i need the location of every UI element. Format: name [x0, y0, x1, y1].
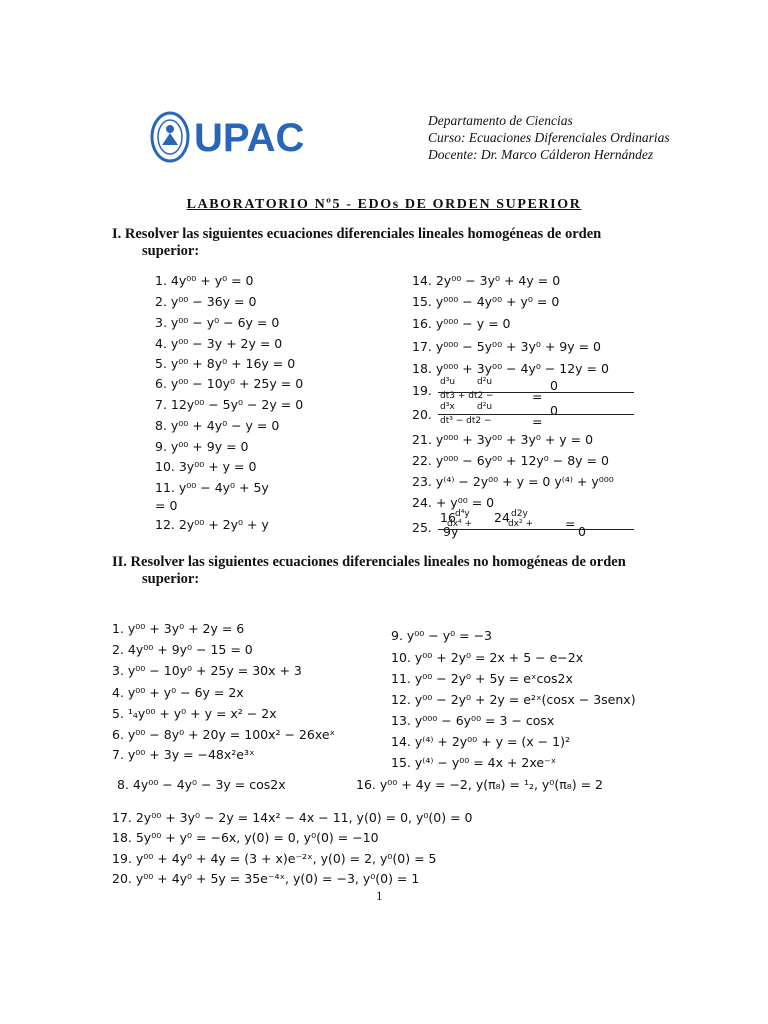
equation-25-number: 25.	[412, 520, 432, 535]
equation-20-num-a: d³x	[440, 402, 455, 412]
equation-item: 9. y⁰⁰ − y⁰ = −3	[391, 628, 492, 643]
equation-item: 3. y⁰⁰ − y⁰ − 6y = 0	[155, 315, 280, 330]
equation-item: 17. 2y⁰⁰ + 3y⁰ − 2y = 14x² − 4x − 11, y(0) = 0, y⁰(0) = 0	[112, 810, 473, 825]
equation-item: 22. y⁰⁰⁰ − 6y⁰⁰ + 12y⁰ − 8y = 0	[412, 453, 609, 468]
equation-item: 1. y⁰⁰ + 3y⁰ + 2y = 6	[112, 621, 245, 636]
equation-item: 23. y⁽⁴⁾ − 2y⁰⁰ + y = 0 y⁽⁴⁾ + y⁰⁰⁰	[412, 474, 614, 489]
equation-20-num-b: d²u	[477, 402, 493, 412]
equation-item: 5. y⁰⁰ + 8y⁰ + 16y = 0	[155, 356, 296, 371]
university-seal-icon	[150, 111, 190, 163]
equation-25-den-a: dx⁴ +	[447, 519, 473, 529]
department-line: Departamento de Ciencias	[428, 113, 573, 128]
fraction-rule	[438, 392, 634, 393]
equation-item: 6. y⁰⁰ − 8y⁰ + 20y = 100x² − 26xeˣ	[112, 727, 336, 742]
course-line: Curso: Ecuaciones Diferenciales Ordinarias	[428, 130, 670, 145]
fraction-rule	[438, 529, 634, 530]
equation-item: 4. y⁰⁰ + y⁰ − 6y = 2x	[112, 685, 244, 700]
equation-item: 3. y⁰⁰ − 10y⁰ + 25y = 30x + 3	[112, 663, 302, 678]
logo-text: UPAC	[194, 116, 305, 160]
equation-item: 11. y⁰⁰ − 4y⁰ + 5y	[155, 480, 269, 495]
equation-item: 19. y⁰⁰ + 4y⁰ + 4y = (3 + x)e⁻²ˣ, y(0) = 2, y⁰(0) = 5	[112, 851, 437, 866]
equation-item: 5. ¹₄y⁰⁰ + y⁰ + y = x² − 2x	[112, 706, 277, 721]
equation-item: 2. y⁰⁰ − 36y = 0	[155, 294, 257, 309]
equation-item: 15. y⁽⁴⁾ − y⁰⁰ = 4x + 2xe⁻ˣ	[391, 755, 557, 770]
equation-19-zero: 0	[550, 378, 558, 393]
equation-item: 10. 3y⁰⁰ + y = 0	[155, 459, 257, 474]
equation-item: 2. 4y⁰⁰ + 9y⁰ − 15 = 0	[112, 642, 253, 657]
equation-item: 8. y⁰⁰ + 4y⁰ − y = 0	[155, 418, 280, 433]
equation-item: 18. y⁰⁰⁰ + 3y⁰⁰ − 4y⁰ − 12y = 0	[412, 361, 609, 376]
equation-item: 21. y⁰⁰⁰ + 3y⁰⁰ + 3y⁰ + y = 0	[412, 432, 594, 447]
equation-20-den: dt³ − dt2 −	[440, 416, 492, 426]
equation-item: 11. y⁰⁰ − 2y⁰ + 5y = eˣcos2x	[391, 671, 573, 686]
section-1-heading: I. Resolver las siguientes ecuaciones diferenciales lineales homogéneas de orden	[112, 226, 602, 242]
equation-25-equals: =	[565, 516, 576, 531]
equation-item: 8. 4y⁰⁰ − 4y⁰ − 3y = cos2x	[117, 777, 286, 792]
section-1-heading-cont: superior:	[142, 243, 200, 259]
equation-item: 17. y⁰⁰⁰ − 5y⁰⁰ + 3y⁰ + 9y = 0	[412, 339, 602, 354]
equation-19-number: 19.	[412, 383, 432, 398]
equation-item: 14. y⁽⁴⁾ + 2y⁰⁰ + y = (x − 1)²	[391, 734, 570, 749]
equation-item: 4. y⁰⁰ − 3y + 2y = 0	[155, 336, 283, 351]
equation-item: 10. y⁰⁰ + 2y⁰ = 2x + 5 − e−2x	[391, 650, 584, 665]
equation-19-num-a: d³u	[440, 377, 456, 387]
equation-20-zero: 0	[550, 403, 558, 418]
equation-25-coef-b: 24	[494, 510, 510, 525]
equation-item: 16. y⁰⁰ + 4y = −2, y(π₈) = ¹₂, y⁰(π₈) = 2	[356, 777, 603, 792]
equation-item: 1. 4y⁰⁰ + y⁰ = 0	[155, 273, 254, 288]
equation-item: 12. 2y⁰⁰ + 2y⁰ + y	[155, 517, 269, 532]
equation-item: 16. y⁰⁰⁰ − y = 0	[412, 316, 511, 331]
page-number: 1	[376, 888, 383, 903]
equation-25-coef-a: 16	[440, 510, 456, 525]
equation-item: 6. y⁰⁰ − 10y⁰ + 25y = 0	[155, 376, 304, 391]
equation-item: 20. y⁰⁰ + 4y⁰ + 5y = 35e⁻⁴ˣ, y(0) = −3, y⁰(0) = 1	[112, 871, 420, 886]
equation-item: 13. y⁰⁰⁰ − 6y⁰⁰ = 3 − cosx	[391, 713, 555, 728]
teacher-line: Docente: Dr. Marco Cálderon Hernández	[428, 147, 654, 162]
equation-item: 15. y⁰⁰⁰ − 4y⁰⁰ + y⁰ = 0	[412, 294, 560, 309]
document-title: LABORATORIO Nº5 - EDOs DE ORDEN SUPERIOR	[186, 197, 582, 212]
section-2-heading-cont: superior:	[142, 571, 200, 587]
equation-item: 24. + y⁰⁰ = 0	[412, 495, 495, 510]
equation-item: 9. y⁰⁰ + 9y = 0	[155, 439, 249, 454]
equation-20-number: 20.	[412, 407, 432, 422]
equation-25-den-b: dx² +	[508, 519, 534, 529]
equation-item: = 0	[155, 498, 178, 513]
equation-item: 14. 2y⁰⁰ − 3y⁰ + 4y = 0	[412, 273, 561, 288]
equation-item: 12. y⁰⁰ − 2y⁰ + 2y = e²ˣ(cosx − 3senx)	[391, 692, 636, 707]
equation-25-zero: 0	[578, 524, 586, 539]
equation-item: 7. 12y⁰⁰ − 5y⁰ − 2y = 0	[155, 397, 304, 412]
equation-25-num-a: d⁴y	[455, 509, 470, 519]
equation-19-equals: =	[532, 389, 543, 404]
equation-25-term: 9y	[443, 524, 459, 539]
equation-20-equals: =	[532, 414, 543, 429]
equation-19-num-b: d²u	[477, 377, 493, 387]
fraction-rule	[438, 414, 634, 415]
equation-25-num-b: d2y	[511, 509, 528, 519]
section-2-heading: II. Resolver las siguientes ecuaciones diferenciales lineales no homogéneas de orden	[112, 554, 626, 570]
equation-19-den: dt3 + dt2 −	[440, 391, 494, 401]
equation-item: 7. y⁰⁰ + 3y = −48x²e³ˣ	[112, 747, 255, 762]
equation-item: 18. 5y⁰⁰ + y⁰ = −6x, y(0) = 0, y⁰(0) = −10	[112, 830, 379, 845]
